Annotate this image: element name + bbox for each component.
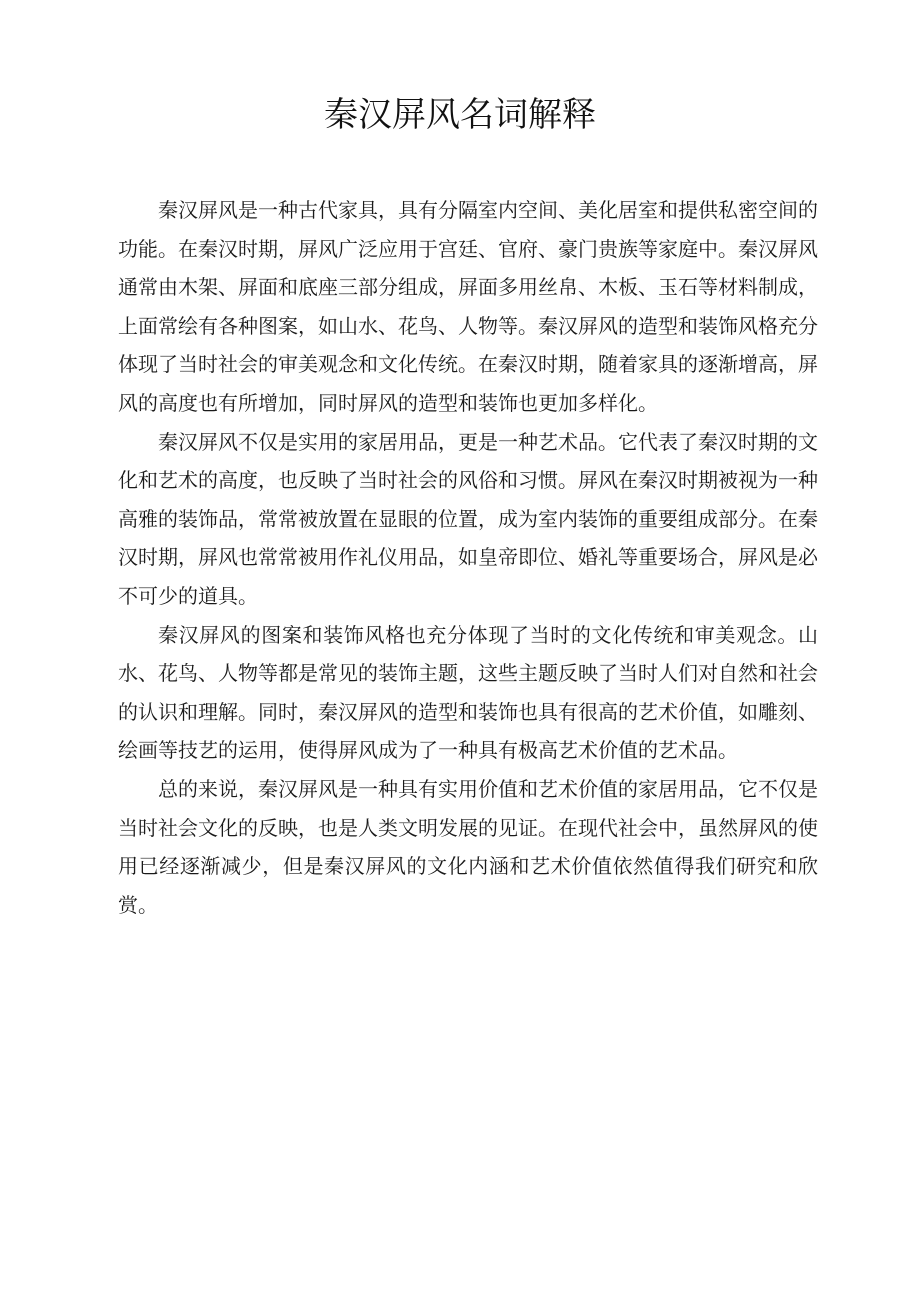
paragraph-4: 总的来说，秦汉屏风是一种具有实用价值和艺术价值的家居用品，它不仅是当时社会文化的反映，也是人类文明发展的见证。在现代社会中，虽然屏风的使用已经逐渐减少，但是秦汉屏风的文化内涵和艺术价值依然值得我们研究和欣赏。 <box>118 776 818 917</box>
paragraph-3: 秦汉屏风的图案和装饰风格也充分体现了当时的文化传统和审美观念。山水、花鸟、人物等都是常见的装饰主题，这些主题反映了当时人们对自然和社会的认识和理解。同时，秦汉屏风的造型和装饰也具有很高的艺术价值，如雕刻、绘画等技艺的运用，使得屏风成为了一种具有极高艺术价值的艺术品。 <box>118 622 818 763</box>
paragraph-1: 秦汉屏风是一种古代家具，具有分隔室内空间、美化居室和提供私密空间的功能。在秦汉时期，屏风广泛应用于宫廷、官府、豪门贵族等家庭中。秦汉屏风通常由木架、屏面和底座三部分组成，屏面多用丝帛、木板、玉石等材料制成，上面常绘有各种图案，如山水、花鸟、人物等。秦汉屏风的造型和装饰风格充分体现了当时社会的审美观念和文化传统。在秦汉时期，随着家具的逐渐增高，屏风的高度也有所增加，同时屏风的造型和装饰也更加多样化。 <box>118 198 818 415</box>
document-title: 秦汉屏风名词解释 <box>324 95 596 135</box>
paragraph-2: 秦汉屏风不仅是实用的家居用品，更是一种艺术品。它代表了秦汉时期的文化和艺术的高度，也反映了当时社会的风俗和习惯。屏风在秦汉时期被视为一种高雅的装饰品，常常被放置在显眼的位置，成为室内装饰的重要组成部分。在秦汉时期，屏风也常常被用作礼仪用品，如皇帝即位、婚礼等重要场合，屏风是必不可少的道具。 <box>118 429 818 608</box>
document-body <box>118 191 818 924</box>
